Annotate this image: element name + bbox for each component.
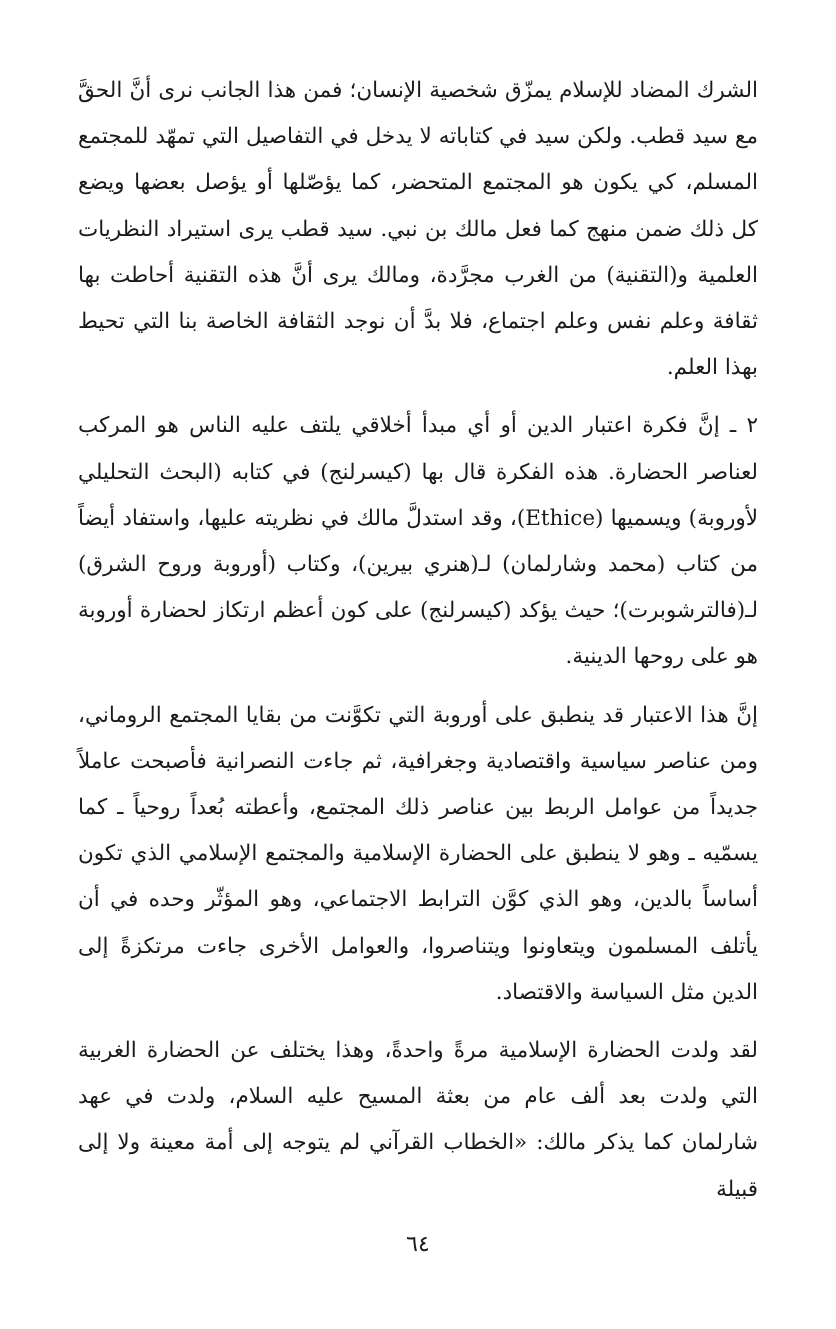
paragraph-3: إنَّ هذا الاعتبار قد ينطبق على أوروبة التي تكوَّنت من بقايا المجتمع الروماني، ومن عناصر سياسية واقتصادية وجغرافية، ثم جاءت النصرانية فأصبحت عاملاً جديداً من عوامل الربط بين عناصر ذلك المجتمع، وأعطته بُعداً روحياً ـ كما يسمّيه ـ وهو لا ينطبق على الحضارة الإسلامية والمجتمع الإسلامي الذي تكون أساساً بالدين، وهو الذي كوَّن الترابط الاجتماعي، وهو المؤثّر وحده في أن يأتلف المسلمون ويتعاونوا ويتناصروا، والعوامل الأخرى جاءت مرتكزةً إلى الدين مثل السياسة والاقتصاد. bbox=[78, 702, 758, 1005]
page-number: ٦٤ bbox=[406, 1232, 430, 1257]
page-body bbox=[78, 68, 758, 1213]
paragraph-1: الشرك المضاد للإسلام يمزّق شخصية الإنسان؛ فمن هذا الجانب نرى أنَّ الحقَّ مع سيد قطب. ولكن سيد في كتاباته لا يدخل في التفاصيل التي تمهّد للمجتمع المسلم، كي يكون هو المجتمع المتحضر، كما يؤصّلها أو يؤصل بعضها ويضع كل ذلك ضمن منهج كما فعل مالك بن نبي. سيد قطب يرى استيراد النظريات العلمية و(التقنية) من الغرب مجرَّدة، ومالك يرى أنَّ هذه التقنية أحاطت بها ثقافة وعلم نفس وعلم اجتماع، فلا بدَّ أن نوجد الثقافة الخاصة بنا التي تحيط بهذا العلم. bbox=[78, 78, 758, 381]
paragraph-4: لقد ولدت الحضارة الإسلامية مرةً واحدةً، وهذا يختلف عن الحضارة الغربية التي ولدت بعد ألف عام من بعثة المسيح عليه السلام، ولدت في عهد شارلمان كما يذكر مالك: «الخطاب القرآني لم يتوجه إلى أمة معينة ولا إلى قبيلة bbox=[78, 1038, 758, 1202]
paragraph-2: ٢ ـ إنَّ فكرة اعتبار الدين أو أي مبدأ أخلاقي يلتف عليه الناس هو المركب لعناصر الحضارة. هذه الفكرة قال بها (كيسرلنج) في كتابه (البحث التحليلي لأوروبة) ويسميها (Ethice)، وقد استدلَّ مالك في نظريته عليها، واستفاد أيضاً من كتاب (محمد وشارلمان) لـ(هنري بيرين)، وكتاب (أوروبة وروح الشرق) لـ(فالترشوبرت)؛ حيث يؤكد (كيسرلنج) على كون أعظم ارتكاز لحضارة أوروبة هو على روحها الدينية. bbox=[78, 413, 758, 670]
